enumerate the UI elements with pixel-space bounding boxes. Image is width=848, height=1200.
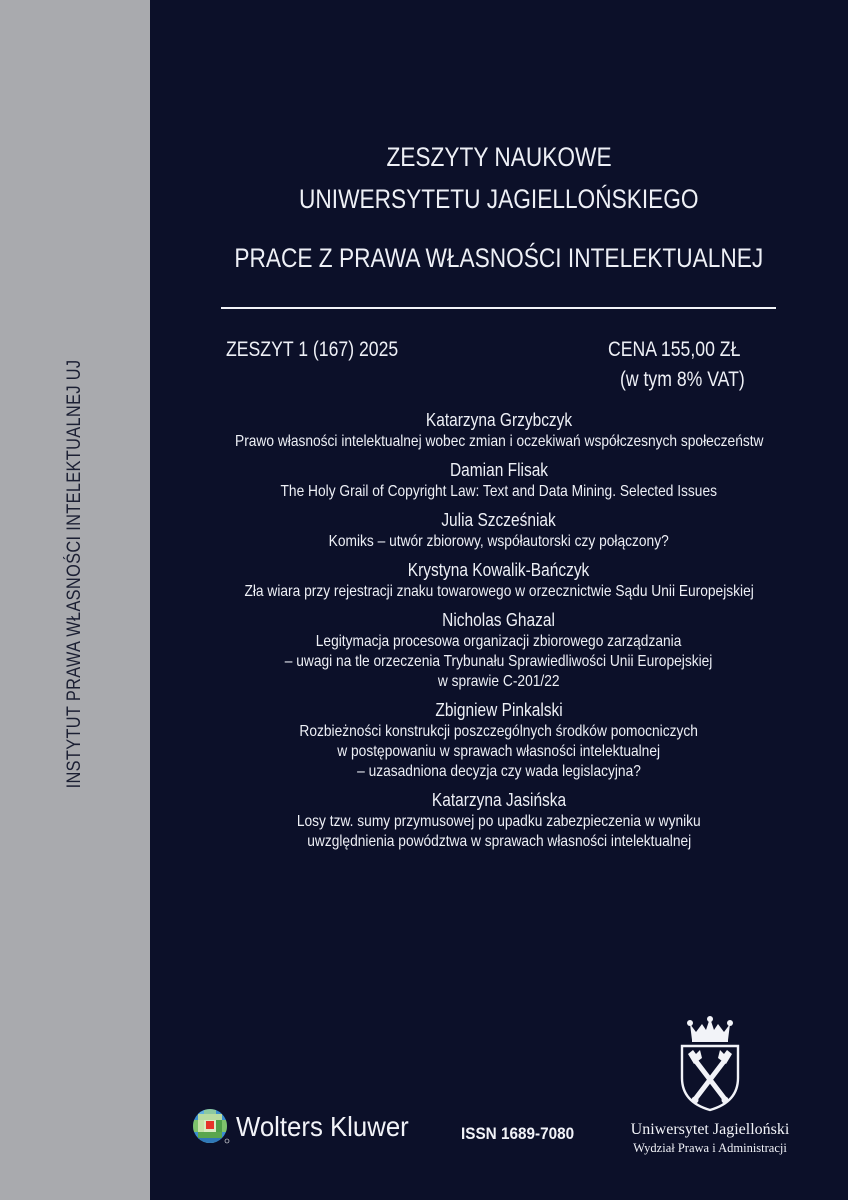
toc-title: – uzasadniona decyzja czy wada legislacyjna?	[357, 763, 641, 780]
toc-entry	[150, 788, 848, 852]
journal-title: PRACE Z PRAWA WŁASNOŚCI INTELEKTUALNEJ	[234, 243, 764, 273]
toc-entry	[150, 558, 848, 602]
toc-title: w sprawie C-201/22	[438, 673, 560, 690]
toc-entry	[150, 608, 848, 692]
table-of-contents	[150, 408, 848, 858]
university-logo-text	[610, 1120, 810, 1156]
divider-rule	[221, 307, 776, 309]
spine	[0, 0, 150, 1200]
publisher-logo	[192, 1108, 424, 1146]
toc-title: w postępowaniu w sprawach własności intelektualnej	[337, 743, 661, 760]
toc-author: Katarzyna Grzybczyk	[425, 410, 573, 430]
toc-author: Zbigniew Pinkalski	[435, 700, 563, 720]
toc-title: Zła wiara przy rejestracji znaku towarowego w orzecznictwie Sądu Unii Europejskiej	[244, 583, 754, 600]
toc-title: Losy tzw. sumy przymusowej po upadku zabezpieczenia w wyniku	[297, 813, 701, 830]
cover	[150, 0, 848, 1200]
toc-title: Komiks – utwór zbiorowy, współautorski czy połączony?	[328, 533, 670, 550]
toc-title: – uwagi na tle orzeczenia Trybunału Sprawiedliwości Unii Europejskiej	[285, 653, 713, 670]
toc-entry	[150, 698, 848, 782]
crowned-shield-crossed-sceptres-icon	[678, 1016, 742, 1112]
university-name: Uniwersytet Jagielloński	[630, 1121, 790, 1138]
toc-title: uwzględnienia powództwa w sprawach własności intelektualnej	[307, 833, 691, 850]
toc-author: Nicholas Ghazal	[442, 610, 556, 630]
toc-author: Katarzyna Jasińska	[431, 790, 567, 810]
issn: ISSN 1689-7080	[461, 1124, 575, 1143]
series-title-line-2: UNIWERSYTETU JAGIELLOŃSKIEGO	[299, 184, 699, 214]
toc-author: Julia Szcześniak	[441, 510, 557, 530]
series-title-line-1: ZESZYTY NAUKOWE	[386, 142, 612, 172]
spine-title: INSTYTUT PRAWA WŁASNOŚCI INTELEKTUALNEJ UJ	[64, 359, 85, 789]
toc-title: The Holy Grail of Copyright Law: Text and Data Mining. Selected Issues	[280, 483, 718, 500]
toc-entry	[150, 408, 848, 452]
toc-author: Krystyna Kowalik-Bańczyk	[408, 560, 590, 580]
toc-title: Rozbieżności konstrukcji poszczególnych środków pomocniczych	[299, 723, 699, 740]
toc-entry	[150, 508, 848, 552]
toc-author: Damian Flisak	[449, 460, 549, 480]
toc-entry	[150, 458, 848, 502]
issue-number: ZESZYT 1 (167) 2025	[226, 338, 399, 361]
toc-title: Legitymacja procesowa organizacji zbiorowego zarządzania	[316, 633, 682, 650]
vat-note: (w tym 8% VAT)	[620, 368, 745, 391]
price: CENA 155,00 ZŁ	[608, 338, 741, 361]
publisher-name: Wolters Kluwer	[236, 1111, 409, 1142]
globe-grid-icon	[192, 1108, 230, 1146]
faculty-name: Wydział Prawa i Administracji	[633, 1141, 787, 1155]
toc-title: Prawo własności intelektualnej wobec zmian i oczekiwań współczesnych społeczeństw	[234, 433, 764, 450]
